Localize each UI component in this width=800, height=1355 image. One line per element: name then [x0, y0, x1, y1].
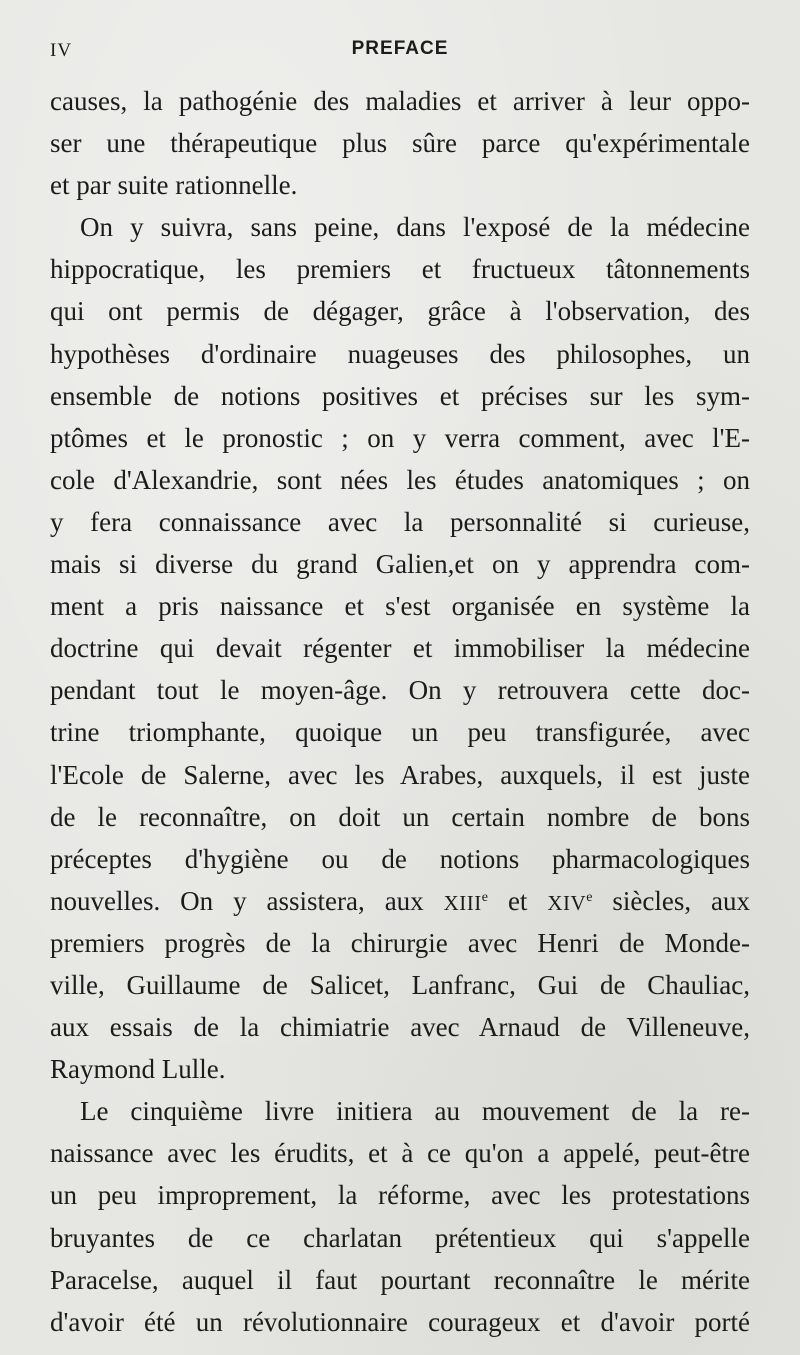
- running-title: PREFACE: [351, 38, 449, 59]
- text-line: mais si diverse du grand Galien,et on y apprendra com-: [50, 549, 750, 580]
- text-line: bruyantes de ce charlatan prétentieux qui s'appelle: [50, 1222, 750, 1253]
- text-line: l'Ecole de Salerne, avec les Arabes, auxquels, il est juste: [50, 759, 750, 790]
- text-line: d'avoir été un révolutionnaire courageux et d'avoir porté: [50, 1306, 750, 1337]
- text-line: causes, la pathogénie des maladies et arriver à leur oppo-: [50, 86, 750, 116]
- text-line: pendant tout le moyen-âge. On y retrouvera cette doc-: [50, 675, 750, 706]
- text-line: aux essais de la chimiatrie avec Arnaud de Villeneuve,: [50, 1012, 750, 1043]
- text-line: ment a pris naissance et s'est organisée en système la: [50, 591, 750, 622]
- text-line: naissance avec les érudits, et à ce qu'on a appelé, peut-être: [50, 1138, 750, 1169]
- text-line: qui ont permis de dégager, grâce à l'observation, des: [50, 296, 750, 327]
- text-line: Raymond Lulle.: [50, 1054, 226, 1085]
- text-line: de le reconnaître, on doit un certain nombre de bons: [50, 801, 750, 832]
- text-line: préceptes d'hygiène ou de notions pharmacologiques: [50, 843, 750, 874]
- text-line: un peu improprement, la réforme, avec les protestations: [50, 1180, 750, 1211]
- line-segment: siècles, aux: [592, 885, 750, 916]
- text-line: premiers progrès de la chirurgie avec Henri de Monde-: [50, 927, 750, 958]
- text-line: cole d'Alexandrie, sont nées les études anatomiques ; on: [50, 464, 750, 495]
- century-numeral: XIII: [443, 890, 482, 915]
- text-line: ville, Guillaume de Salicet, Lanfranc, Gui de Chauliac,: [50, 969, 750, 1000]
- text-line: ensemble de notions positives et précises sur les sym-: [50, 380, 750, 411]
- line-segment: et: [488, 885, 548, 916]
- superscript: e: [586, 889, 593, 905]
- text-line: ptômes et le pronostic ; on y verra comment, avec l'E-: [50, 422, 750, 453]
- text-line: et par suite rationnelle.: [50, 170, 298, 201]
- text-line: ser une thérapeutique plus sûre parce qu'expérimentale: [50, 128, 750, 159]
- text-line: trine triomphante, quoique un peu transfigurée, avec: [50, 717, 750, 748]
- text-line-with-centuries: [50, 880, 750, 922]
- text-line: doctrine qui devait régenter et immobiliser la médecine: [50, 633, 750, 664]
- text-line: hippocratique, les premiers et fructueux tâtonnements: [50, 254, 750, 285]
- page-header: [50, 38, 750, 62]
- body-text: [50, 80, 750, 1343]
- century-numeral: XIV: [547, 890, 587, 915]
- text-line: Paracelse, auquel il faut pourtant reconnaître le mérite: [50, 1264, 750, 1295]
- line-segment: nouvelles. On y assistera, aux: [50, 885, 444, 916]
- text-line: y fera connaissance avec la personnalité si curieuse,: [50, 506, 750, 537]
- paragraph-first-line: On y suivra, sans peine, dans l'exposé de la médecine: [80, 212, 750, 243]
- text-line: hypothèses d'ordinaire nuageuses des philosophes, un: [50, 338, 750, 369]
- superscript: e: [481, 889, 488, 905]
- paragraph-first-line: Le cinquième livre initiera au mouvement de la re-: [80, 1096, 750, 1127]
- page-number: IV: [50, 40, 73, 61]
